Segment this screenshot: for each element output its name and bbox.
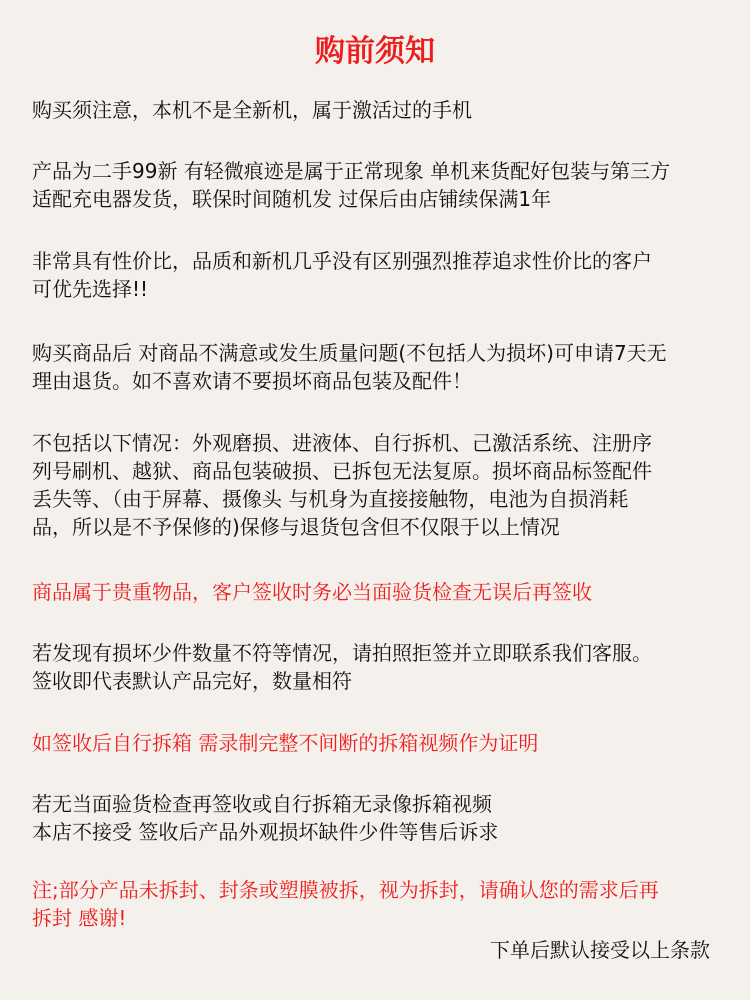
paragraph-value-recommendation: 非常具有性价比，品质和新机几乎没有区别强烈推荐追求性价比的客户 可优先选择!! [32, 249, 652, 301]
paragraph-activation-notice: 购买须注意，本机不是全新机，属于激活过的手机 [32, 98, 472, 122]
page-title: 购前须知 [315, 34, 435, 69]
paragraph-inspection-warning: 商品属于贵重物品，客户签收时务必当面验货检查无误后再签收 [32, 580, 592, 604]
paragraph-seal-note: 注;部分产品未拆封、封条或塑膜被拆，视为拆封，请确认您的需求后再 拆封 感谢! [32, 878, 659, 930]
paragraph-no-claims: 若无当面验货检查再签收或自行拆箱无录像拆箱视频 本店不接受 签收后产品外观损坏缺件少件等售后诉求 [32, 792, 499, 844]
paragraph-return-policy: 购买商品后 对商品不满意或发生质量问题(不包括人为损坏)可申请7天无 理由退货。如不喜欢请不要损坏商品包装及配件！ [32, 341, 667, 393]
paragraph-unboxing-video: 如签收后自行拆箱 需录制完整不间断的拆箱视频作为证明 [32, 731, 539, 755]
paragraph-product-condition: 产品为二手99新 有轻微痕迹是属于正常现象 单机来货配好包装与第三方 适配充电器发货，联保时间随机发 过保后由店铺续保满1年 [32, 159, 671, 211]
paragraph-damage-report: 若发现有损坏少件数量不符等情况，请拍照拒签并立即联系我们客服。 签收即代表默认产品完好，数量相符 [32, 641, 652, 693]
footer-terms-acceptance: 下单后默认接受以上条款 [490, 938, 710, 962]
paragraph-exclusions: 不包括以下情况：外观磨损、进液体、自行拆机、己激活系统、注册序 列号刷机、越狱、商品包装破损、已拆包无法复原。损坏商品标签配件 丢失等、（由于屏幕、摄像头 与机身为直接接触物，电池为自损消耗 品，所以是不予保修的)保修与退货包含但不仅限于以上情况 [32, 431, 652, 539]
